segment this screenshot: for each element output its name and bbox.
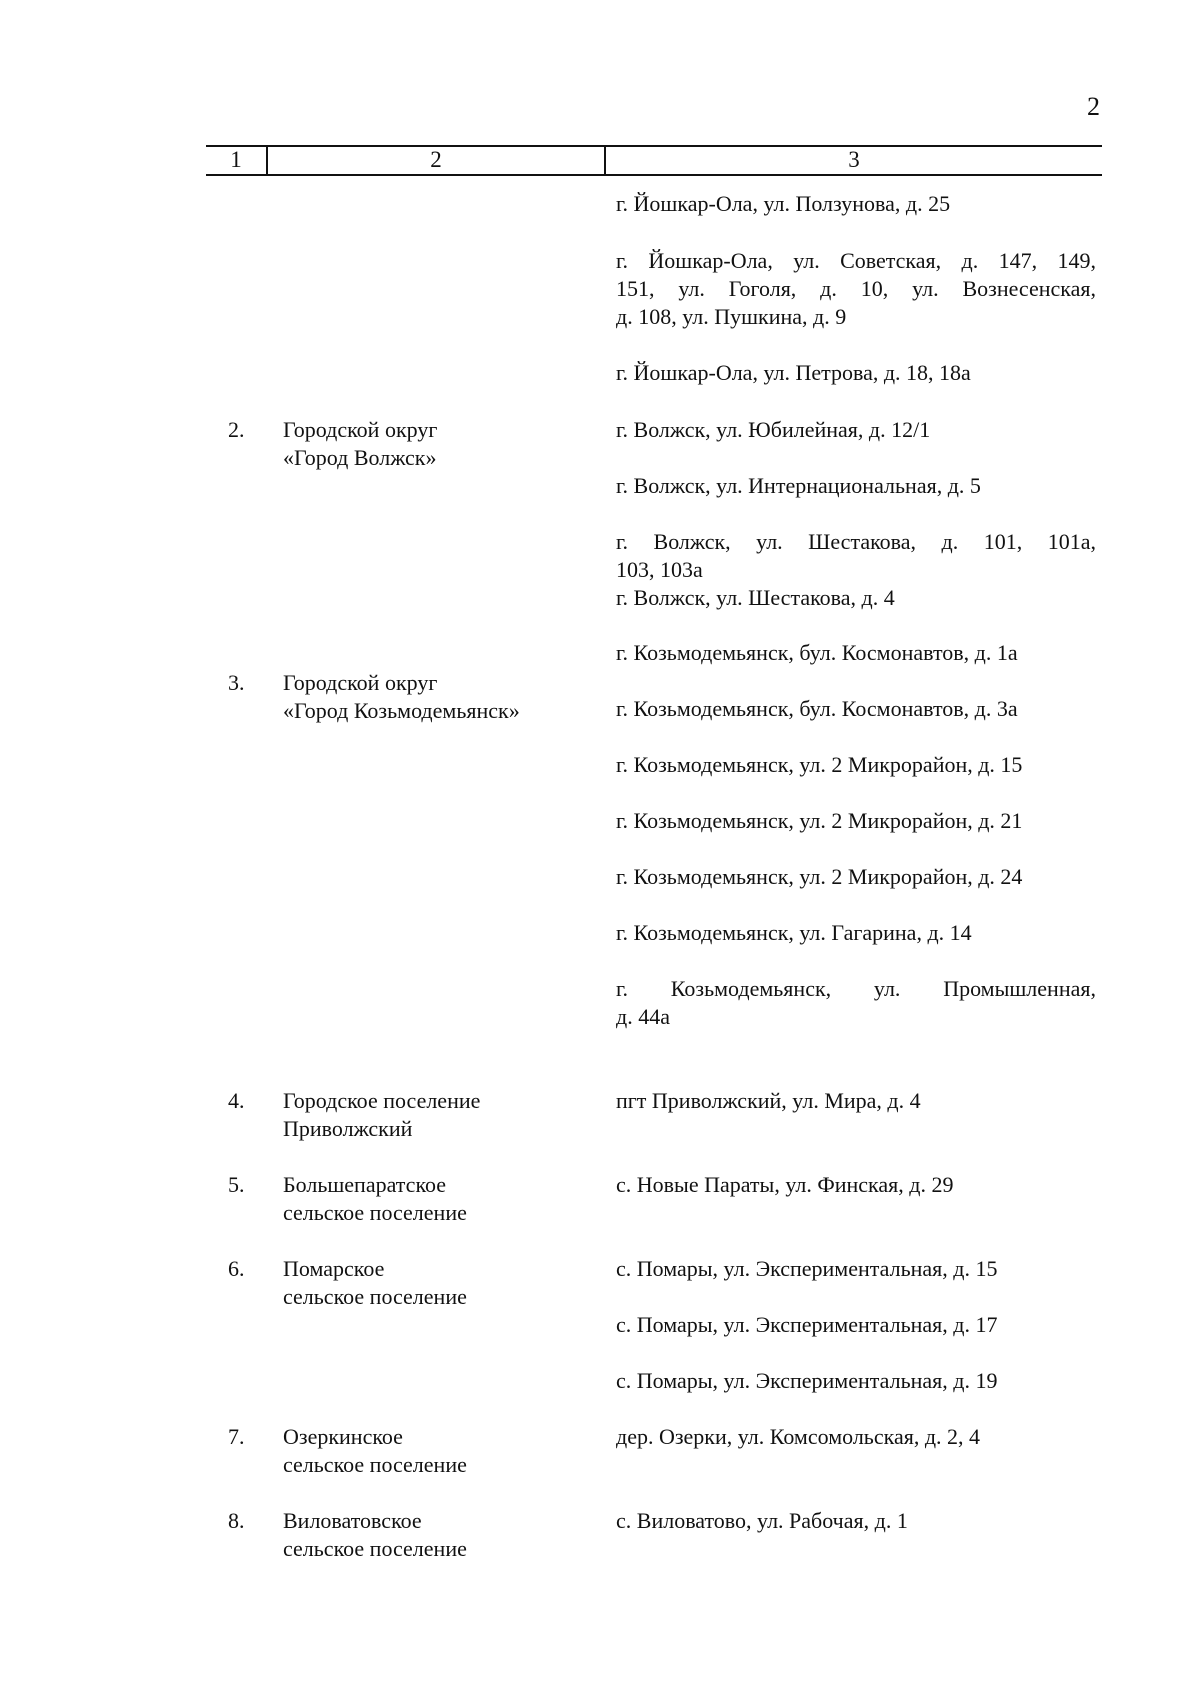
address-entry <box>616 472 1096 500</box>
address-line: г. Козьмодемьянск, ул. Гагарина, д. 14 <box>616 920 972 945</box>
address-entry <box>616 863 1096 891</box>
address-entry <box>616 695 1096 723</box>
municipality-name-line: сельское поселение <box>283 1536 467 1561</box>
header-col-2: 2 <box>430 147 442 172</box>
address-entry <box>616 1311 1096 1339</box>
address-entry <box>616 751 1096 779</box>
address-line: г. Йошкар-Ола, ул. Ползунова, д. 25 <box>616 191 951 216</box>
municipality-name-line: сельское поселение <box>283 1452 467 1477</box>
address-line: г. Козьмодемьянск, ул. 2 Микрорайон, д. 21 <box>616 808 1023 833</box>
address-line: г. Волжск, ул. Шестакова, д. 101, 101а, <box>616 529 1096 554</box>
header-top-rule <box>206 145 1102 147</box>
address-entry <box>616 1087 1096 1115</box>
municipality-name <box>283 1255 593 1311</box>
address-line: г. Волжск, ул. Шестакова, д. 4 <box>616 585 895 610</box>
row-number: 5. <box>228 1172 245 1197</box>
row-number: 7. <box>228 1424 245 1449</box>
header-bottom-rule <box>206 174 1102 176</box>
page-number: 2 <box>1087 92 1100 121</box>
address-entry <box>616 1507 1096 1535</box>
municipality-name-line: «Город Козьмодемьянск» <box>283 698 520 723</box>
row-number: 3. <box>228 670 245 695</box>
header-col-1: 1 <box>230 147 242 172</box>
municipality-name-line: Большепаратское <box>283 1172 447 1197</box>
address-line: с. Помары, ул. Экспериментальная, д. 15 <box>616 1256 998 1281</box>
address-line: с. Помары, ул. Экспериментальная, д. 17 <box>616 1312 998 1337</box>
address-line: г. Йошкар-Ола, ул. Петрова, д. 18, 18а <box>616 360 971 385</box>
address-line: с. Виловатово, ул. Рабочая, д. 1 <box>616 1508 908 1533</box>
municipality-name-line: Городской округ <box>283 670 438 695</box>
municipality-name <box>283 669 593 725</box>
address-entry <box>616 528 1096 584</box>
municipality-name <box>283 1171 593 1227</box>
row-number: 8. <box>228 1508 245 1533</box>
address-line: дер. Озерки, ул. Комсомольская, д. 2, 4 <box>616 1424 981 1449</box>
address-entry <box>616 1423 1096 1451</box>
address-entry <box>616 1171 1096 1199</box>
municipality-name-line: Озеркинское <box>283 1424 403 1449</box>
address-entry <box>616 807 1096 835</box>
municipality-name-line: Городское поселение <box>283 1088 481 1113</box>
address-line: д. 44а <box>616 1004 670 1029</box>
address-entry <box>616 1255 1096 1283</box>
address-line: г. Козьмодемьянск, бул. Космонавтов, д. 1а <box>616 640 1018 665</box>
address-line: 151, ул. Гоголя, д. 10, ул. Вознесенская, <box>616 276 1096 301</box>
address-entry <box>616 247 1096 331</box>
municipality-name-line: Помарское <box>283 1256 385 1281</box>
header-col-3: 3 <box>848 147 860 172</box>
address-entry <box>616 1367 1096 1395</box>
row-number: 6. <box>228 1256 245 1281</box>
address-line: г. Волжск, ул. Юбилейная, д. 12/1 <box>616 417 931 442</box>
municipality-name <box>283 1507 593 1563</box>
municipality-name <box>283 416 593 472</box>
address-line: г. Козьмодемьянск, ул. 2 Микрорайон, д. 15 <box>616 752 1023 777</box>
address-entry <box>616 919 1096 947</box>
municipality-name-line: Городской округ <box>283 417 438 442</box>
address-line: с. Новые Параты, ул. Финская, д. 29 <box>616 1172 954 1197</box>
municipality-name <box>283 1423 593 1479</box>
address-line: д. 108, ул. Пушкина, д. 9 <box>616 304 847 329</box>
address-entry <box>616 975 1096 1031</box>
address-line: 103, 103а <box>616 557 703 582</box>
row-number: 4. <box>228 1088 245 1113</box>
address-line: г. Волжск, ул. Интернациональная, д. 5 <box>616 473 981 498</box>
address-entry <box>616 639 1096 667</box>
municipality-name-line: «Город Волжск» <box>283 445 437 470</box>
address-line: г. Козьмодемьянск, ул. Промышленная, <box>616 976 1096 1001</box>
municipality-name-line: сельское поселение <box>283 1284 467 1309</box>
address-entry <box>616 584 1096 612</box>
municipality-name-line: сельское поселение <box>283 1200 467 1225</box>
municipality-name-line: Виловатовское <box>283 1508 422 1533</box>
address-line: пгт Приволжский, ул. Мира, д. 4 <box>616 1088 921 1113</box>
address-line: г. Козьмодемьянск, бул. Космонавтов, д. 3а <box>616 696 1018 721</box>
address-line: с. Помары, ул. Экспериментальная, д. 19 <box>616 1368 998 1393</box>
municipality-name <box>283 1087 593 1143</box>
municipality-name-line: Приволжский <box>283 1116 413 1141</box>
address-entry <box>616 416 1096 444</box>
address-line: г. Йошкар-Ола, ул. Советская, д. 147, 149, <box>616 248 1096 273</box>
row-number: 2. <box>228 417 245 442</box>
address-line: г. Козьмодемьянск, ул. 2 Микрорайон, д. 24 <box>616 864 1023 889</box>
address-entry <box>616 359 1096 387</box>
address-entry <box>616 190 1096 218</box>
